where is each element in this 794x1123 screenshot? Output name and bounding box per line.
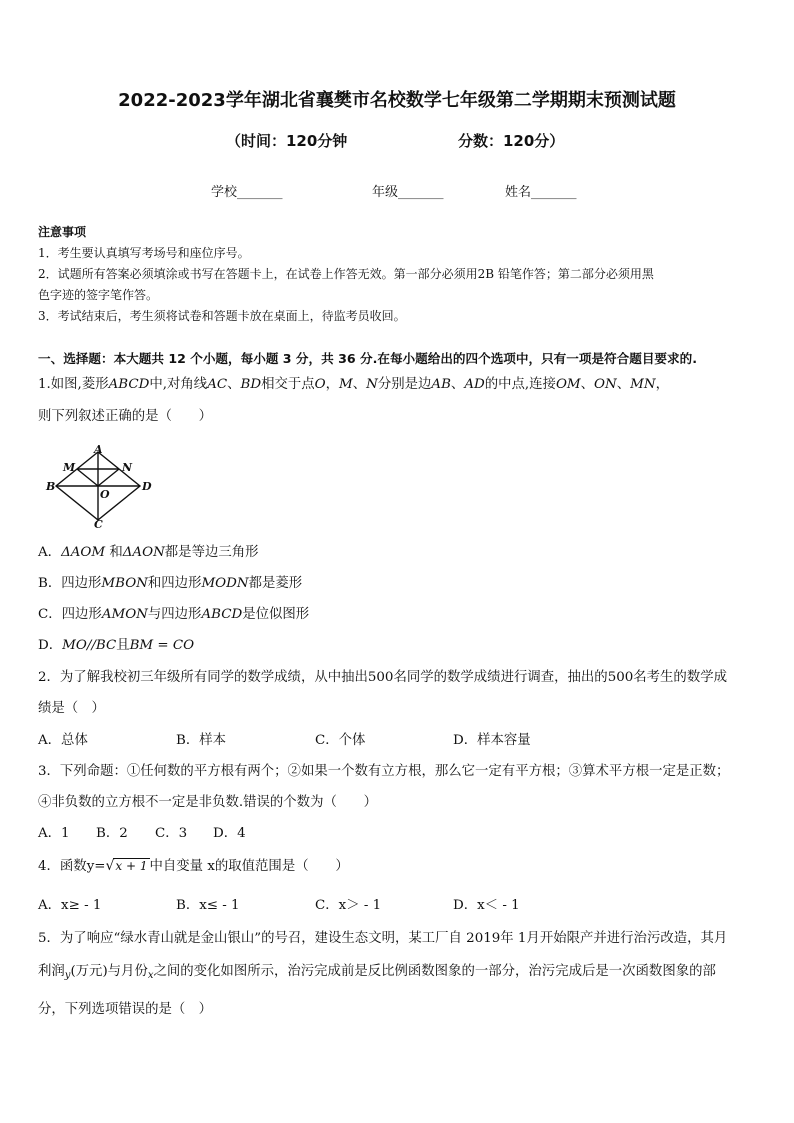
text: ， [655,377,669,392]
label-o: O [100,488,110,501]
question-4-option-b: B．x≤ - 1 [176,898,240,913]
text: 和 [105,545,123,560]
question-3-option-b: B．2 [96,826,128,841]
text: 中,对角线 [149,377,208,392]
math: AMON [101,607,148,622]
math: MBON [101,576,148,591]
text: 是位似图形 [242,607,310,622]
question-1-option-c [38,603,309,622]
question-3-option-c: C．3 [155,826,188,841]
text: 、 [616,377,631,392]
text: 的中点,连接 [484,377,556,392]
text: 之间的变化如图所示，治污完成前是反比例函数图象的一部分，治污完成后是一次函数图象的部 [153,964,716,979]
text: 、 [580,377,595,392]
question-4-line-1 [38,855,349,874]
sqrt-radicand: x + 1 [115,859,148,873]
question-3-line-2: ④非负数的立方根不一定是非负数.错误的个数为（ ） [38,795,378,810]
math: y [64,970,71,981]
rhombus-figure [44,444,156,528]
math: N [366,377,378,392]
question-1-option-a [38,541,259,560]
exam-time: （时间：120分钟 [226,132,348,150]
text: ， [325,377,340,392]
question-2-line-1: 2．为了解我校初三年级所有同学的数学成绩，从中抽出500名同学的数学成绩进行调查，抽出的500名考生的数学成 [38,670,727,685]
question-2-option-a: A．总体 [38,733,88,748]
notes-item: 色字迹的签字笔作答。 [38,288,159,302]
text: 1.如图,菱形 [38,377,109,392]
math: ABCD [201,607,243,622]
question-1-line-1 [38,373,669,392]
math: BM = CO [129,638,195,653]
question-4-option-a: A．x≥ - 1 [38,898,102,913]
notes-item: 3．考试结束后，考生须将试卷和答题卡放在桌面上，待监考员收回。 [38,309,406,323]
label-c: C [94,518,103,528]
question-5-line-2 [38,960,716,981]
segment-om [77,469,98,486]
notes-heading: 注意事项 [38,225,87,239]
math: x [147,970,154,981]
text: D． [38,638,63,653]
grade-field: 年级_______ [372,185,444,200]
math: ABCD [108,377,150,392]
text: 且 [116,638,130,653]
text: 相交于点 [261,377,315,392]
question-5-line-3: 分，下列选项错误的是（ ） [38,1002,213,1017]
text: 、 [352,377,367,392]
text: A． [38,545,62,560]
question-4-option-d: D．x＜ - 1 [453,898,520,913]
segment-on [98,469,119,486]
text: 、 [450,377,465,392]
math: O [314,377,326,392]
text: 都是菱形 [248,576,303,591]
question-4-option-c: C．x＞ - 1 [315,898,382,913]
math: MODN [201,576,249,591]
text: C．四边形 [38,607,102,622]
text: 、 [227,377,241,392]
math: M [339,377,353,392]
text: 分别是边 [377,377,432,392]
label-n: N [122,461,133,474]
exam-title: 2022-2023学年湖北省襄樊市名校数学七年级第二学期期末预测试题 [118,90,676,111]
label-a: A [94,444,103,456]
math: OM [555,377,581,392]
math: AD [464,377,485,392]
text: 与四边形 [147,607,202,622]
math: MN [630,377,656,392]
text: 和四边形 [147,576,202,591]
school-field: 学校_______ [211,185,283,200]
notes-block [38,222,758,327]
question-3-option-a: A．1 [38,826,70,841]
question-1-option-d [38,634,194,653]
text: (万元)与月份 [70,964,148,979]
math: ΔAOM [61,545,106,560]
math: AC [207,377,228,392]
question-2-option-d: D．样本容量 [453,733,531,748]
question-3-option-d: D．4 [213,826,246,841]
math: ΔAON [122,545,165,560]
text: 利润 [38,964,65,979]
question-5-line-1: 5．为了响应“绿水青山就是金山银山”的号召，建设生态文明，某工厂自 2019年 1月开始限产并进行治污改造，其月 [38,931,728,946]
math: AB [431,377,451,392]
math: MO//BC [62,638,117,653]
math: ON [594,377,617,392]
question-2-option-b: B．样本 [176,733,227,748]
question-1-line-2: 则下列叙述正确的是（ ） [38,409,213,424]
name-field: 姓名_______ [505,185,577,200]
section-heading: 一、选择题：本大题共 12 个小题，每小题 3 分，共 36 分.在每小题给出的四个选项中，只有一项是符合题目要求的. [38,351,698,366]
question-1-option-b [38,572,302,591]
text: 中自变量 x的取值范围是（ ） [149,859,349,874]
text: 都是等边三角形 [164,545,259,560]
label-d: D [142,480,152,493]
sqrt-sign: √ [105,858,115,874]
notes-item: 2．试题所有答案必须填涂或书写在答题卡上，在试卷上作答无效。第一部分必须用2B 铅笔作答；第二部分必须用黑 [38,267,654,281]
math: BD [240,377,262,392]
text: 4．函数y= [38,859,106,874]
question-2-option-c: C．个体 [315,733,366,748]
question-2-line-2: 绩是（ ） [38,701,105,716]
text: B．四边形 [38,576,102,591]
label-m: M [63,461,76,474]
notes-item: 1．考生要认真填写考场号和座位序号。 [38,246,250,260]
exam-score: 分数：120分） [458,132,565,150]
label-b: B [46,480,56,493]
question-3-line-1: 3．下列命题：①任何数的平方根有两个；②如果一个数有立方根，那么它一定有平方根；③算术平方根一定是正数； [38,764,730,779]
